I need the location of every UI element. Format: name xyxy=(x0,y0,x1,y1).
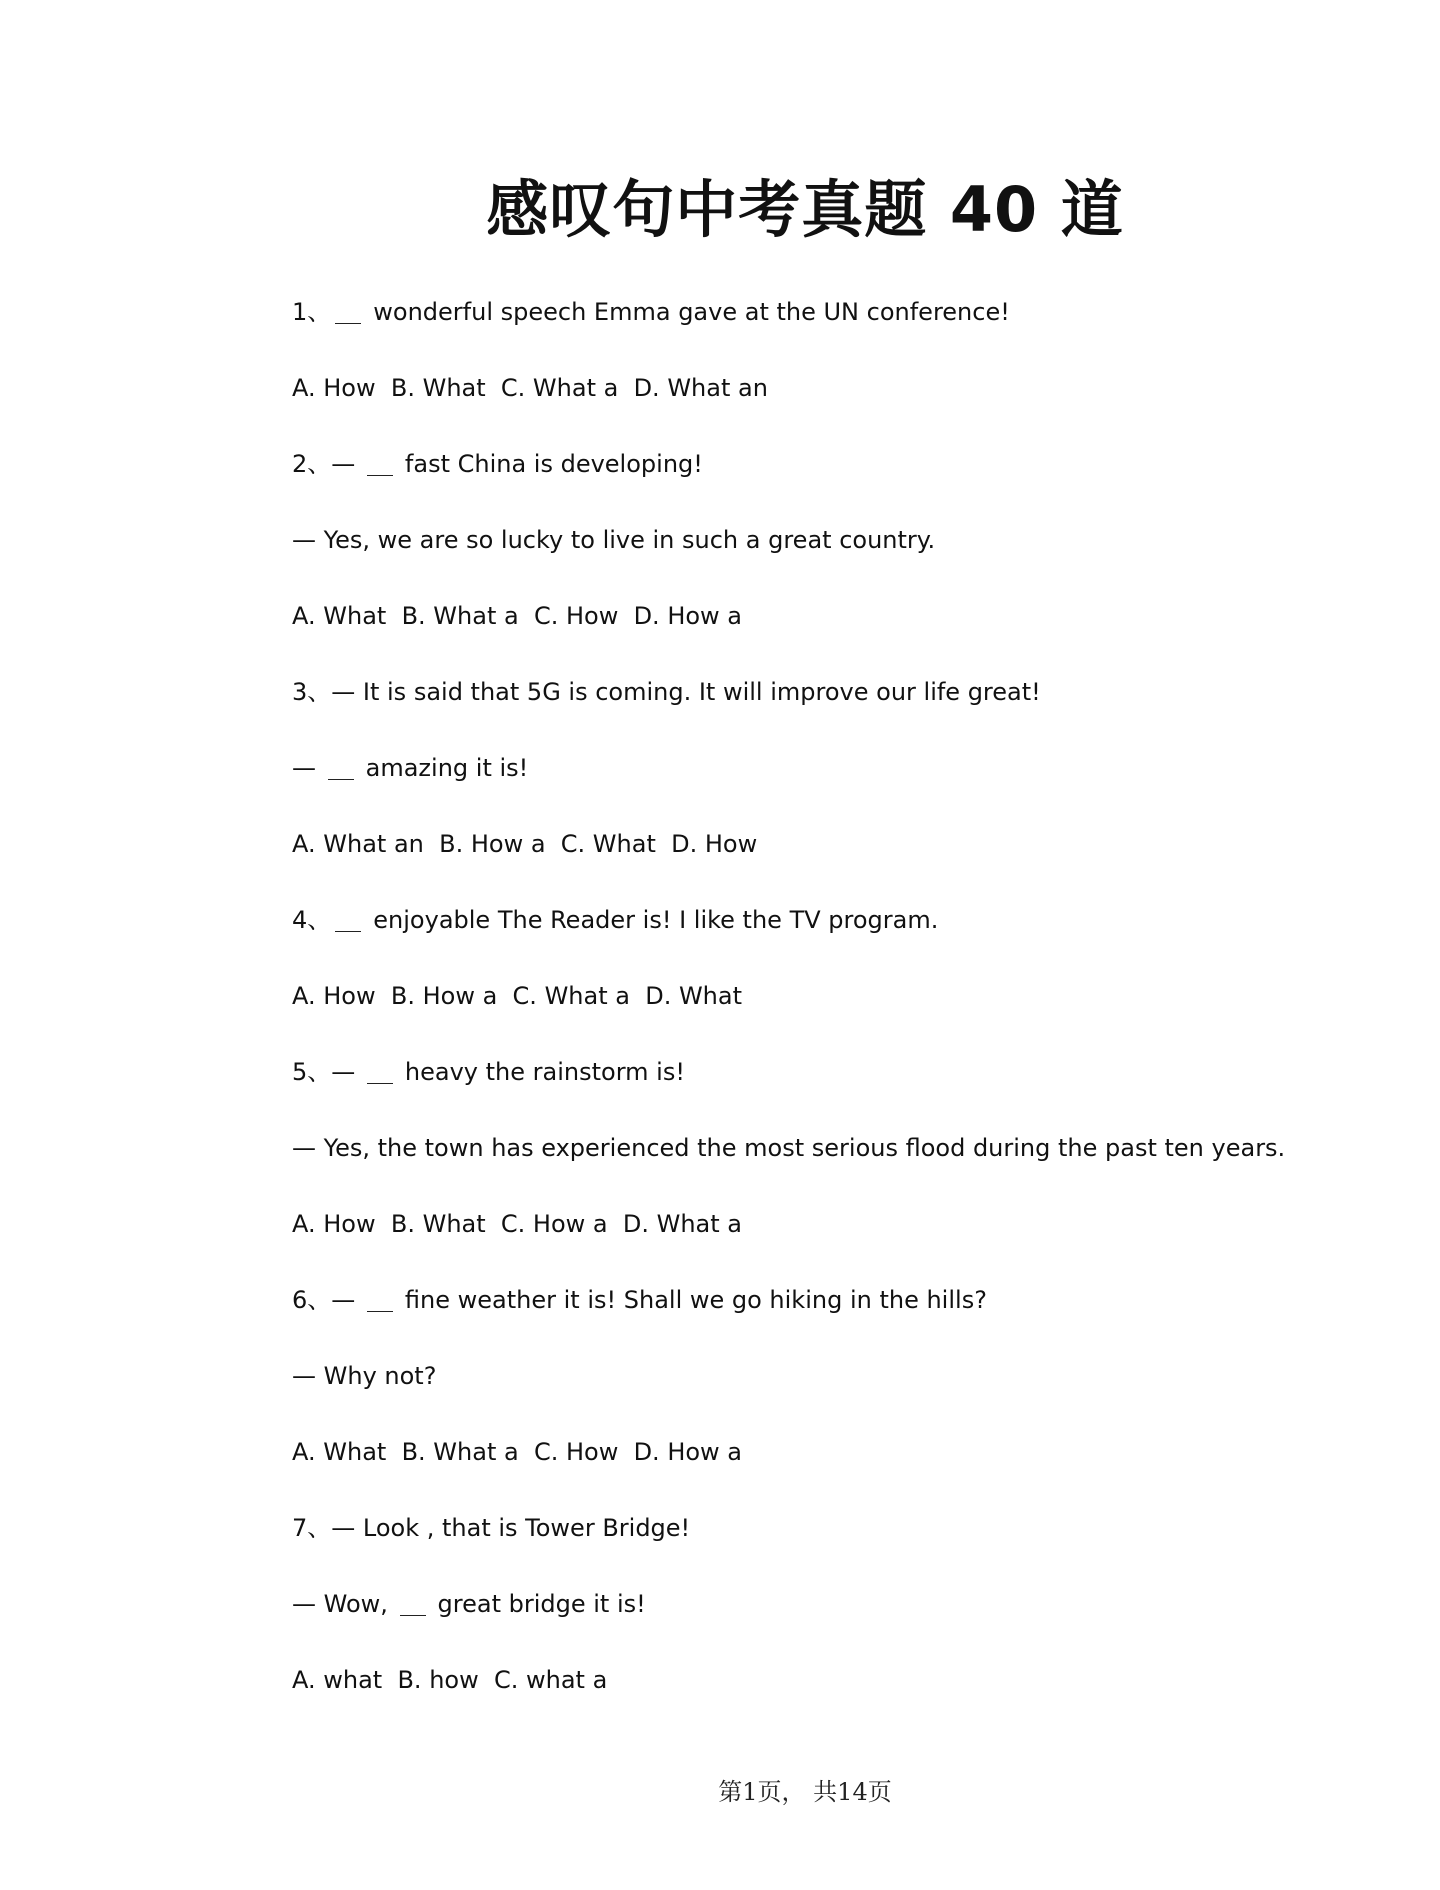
line-text: 6、— xyxy=(292,1286,363,1314)
text-line xyxy=(292,366,1342,442)
line-text-after-blank: fine weather it is! Shall we go hiking in the hills? xyxy=(404,1286,987,1314)
text-line xyxy=(292,1354,1342,1430)
text-line xyxy=(292,1582,1342,1658)
line-text: A. what B. how C. what a xyxy=(292,1666,608,1694)
text-line xyxy=(292,1278,1342,1354)
answer-blank xyxy=(367,1287,393,1312)
page-footer: 第1页， 共14页 xyxy=(718,1778,892,1806)
text-line xyxy=(292,290,1342,366)
line-text: A. What an B. How a C. What D. How xyxy=(292,830,758,858)
line-text: A. How B. What C. How a D. What a xyxy=(292,1210,743,1238)
text-line xyxy=(292,1506,1342,1582)
line-text-after-blank: enjoyable The Reader is! I like the TV program. xyxy=(373,906,939,934)
line-text: A. What B. What a C. How D. How a xyxy=(292,1438,743,1466)
text-line xyxy=(292,974,1342,1050)
text-line xyxy=(292,822,1342,898)
line-text-after-blank: heavy the rainstorm is! xyxy=(404,1058,685,1086)
text-line xyxy=(292,1202,1342,1278)
text-line xyxy=(292,518,1342,594)
line-text: 5、— xyxy=(292,1058,363,1086)
line-text: A. How B. What C. What a D. What an xyxy=(292,374,768,402)
line-text-after-blank: great bridge it is! xyxy=(437,1590,646,1618)
line-text-after-blank: fast China is developing! xyxy=(404,450,703,478)
answer-blank xyxy=(335,907,361,932)
text-line xyxy=(292,1658,1342,1734)
line-text: — Yes, we are so lucky to live in such a great country. xyxy=(292,526,936,554)
line-text: 7、— Look , that is Tower Bridge! xyxy=(292,1514,691,1542)
text-line xyxy=(292,442,1342,518)
answer-blank xyxy=(400,1591,426,1616)
text-line xyxy=(292,746,1342,822)
line-text: — Yes, the town has experienced the most serious flood during the past ten years. xyxy=(292,1134,1286,1162)
answer-blank xyxy=(328,755,354,780)
line-text: — Wow, xyxy=(292,1590,396,1618)
text-line xyxy=(292,898,1342,974)
line-text: A. How B. How a C. What a D. What xyxy=(292,982,743,1010)
line-text: 4、 xyxy=(292,906,332,934)
line-text-after-blank: amazing it is! xyxy=(365,754,529,782)
question-list xyxy=(292,290,1342,1734)
answer-blank xyxy=(367,1059,393,1084)
text-line xyxy=(292,594,1342,670)
line-text: — xyxy=(292,754,324,782)
text-line xyxy=(292,1430,1342,1506)
answer-blank xyxy=(335,299,361,324)
answer-blank xyxy=(367,451,393,476)
line-text: 3、— It is said that 5G is coming. It will improve our life great! xyxy=(292,678,1041,706)
line-text-after-blank: wonderful speech Emma gave at the UN conference! xyxy=(373,298,1010,326)
text-line xyxy=(292,670,1342,746)
line-text: — Why not? xyxy=(292,1362,437,1390)
page-title: 感叹句中考真题 40 道 xyxy=(486,173,1124,246)
text-line xyxy=(292,1050,1342,1126)
text-line xyxy=(292,1126,1342,1202)
line-text: 1、 xyxy=(292,298,332,326)
line-text: A. What B. What a C. How D. How a xyxy=(292,602,743,630)
line-text: 2、— xyxy=(292,450,363,478)
